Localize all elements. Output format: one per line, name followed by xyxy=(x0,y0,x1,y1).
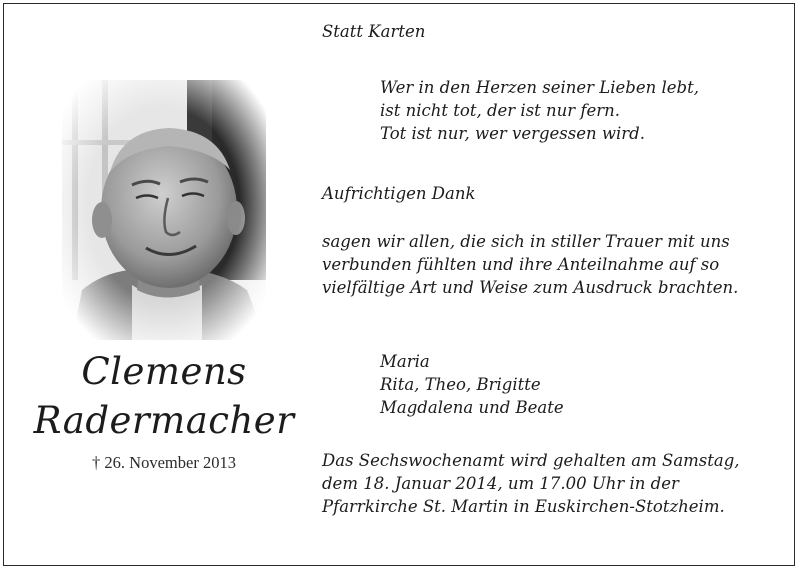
poem-line: Tot ist nur, wer vergessen wird. xyxy=(380,124,645,143)
thanks-line: verbunden fühlten und ihre Anteilnahme auf so xyxy=(322,255,720,274)
statt-karten-heading: Statt Karten xyxy=(322,22,426,41)
family-line: Magdalena und Beate xyxy=(380,398,564,417)
thanks-text xyxy=(322,230,738,299)
deceased-last-name: Radermacher xyxy=(33,399,295,442)
thanks-line: sagen wir allen, die sich in stiller Trauer mit uns xyxy=(322,232,730,251)
thanks-line: vielfältige Art und Weise zum Ausdruck brachten. xyxy=(322,278,739,297)
poem-line: Wer in den Herzen seiner Lieben lebt, xyxy=(380,78,699,97)
deceased-first-name: Clemens xyxy=(81,350,247,393)
family-line: Rita, Theo, Brigitte xyxy=(380,375,541,394)
family-line: Maria xyxy=(380,352,430,371)
service-line: Das Sechswochenamt wird gehalten am Samstag, xyxy=(322,451,740,470)
service-announcement xyxy=(322,449,740,518)
portrait-photo xyxy=(62,80,266,340)
poem-verse xyxy=(380,76,699,145)
poem-line: ist nicht tot, der ist nur fern. xyxy=(380,101,621,120)
thanks-heading: Aufrichtigen Dank xyxy=(322,184,476,203)
family-signatures xyxy=(380,350,564,419)
service-line: dem 18. Januar 2014, um 17.00 Uhr in der xyxy=(322,474,679,493)
death-date: † 26. November 2013 xyxy=(92,453,236,472)
service-line: Pfarrkirche St. Martin in Euskirchen-Stotzheim. xyxy=(322,497,725,516)
